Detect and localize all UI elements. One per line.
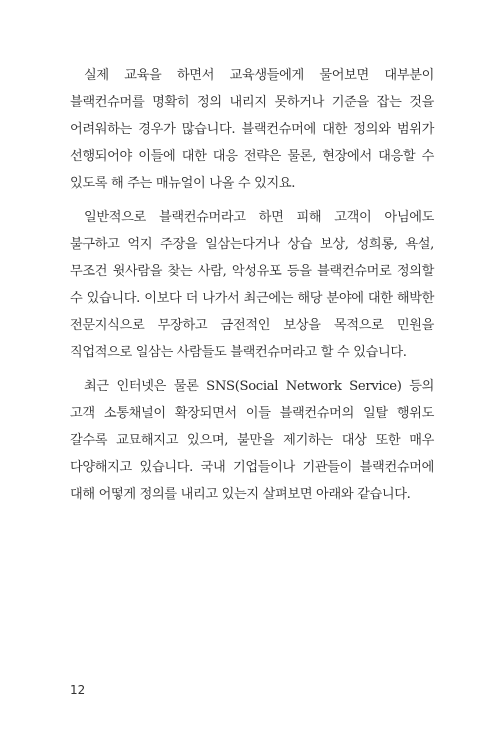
paragraph-1: 실제 교육을 하면서 교육생들에게 물어보면 대부분이 블랙컨슈머를 명확히 정의 내리지 못하거나 기준을 잡는 것을 어려워하는 경우가 많습니다. 블랙컨슈머에 대한 정의와 범위가 선행되어야 이들에 대한 대응 전략은 물론, 현장에서 대응할 수 있도록 해 주는 매뉴얼이 나올 수 있지요.	[70, 68, 434, 191]
page-number: 12	[70, 683, 86, 697]
paragraph-2: 일반적으로 블랙컨슈머라고 하면 피해 고객이 아님에도 불구하고 억지 주장을 일삼는다거나 상습 보상, 성희롱, 욕설, 무조건 윗사람을 찾는 사람, 악성유포 등을 블랙컨슈머로 정의할 수 있습니다. 이보다 더 나가서 최근에는 해당 분야에 대한 해박한 전문지식으로 무장하고 금전적인 보상을 목적으로 민원을 직업적으로 일삼는 사람들도 블랙컨슈머라고 할 수 있습니다.	[70, 210, 434, 360]
page-body-text	[70, 62, 434, 515]
paragraph-3: 최근 인터넷은 물론 SNS(Social Network Service) 등의 고객 소통채널이 확장되면서 이들 블랙컨슈머의 일탈 행위도 갈수록 교묘해지고 있으며, 불만을 제기하는 대상 또한 매우 다양해지고 있습니다. 국내 기업들이나 기관들이 블랙컨슈머에 대해 어떻게 정의를 내리고 있는지 살펴보면 아래와 같습니다.	[70, 379, 434, 502]
